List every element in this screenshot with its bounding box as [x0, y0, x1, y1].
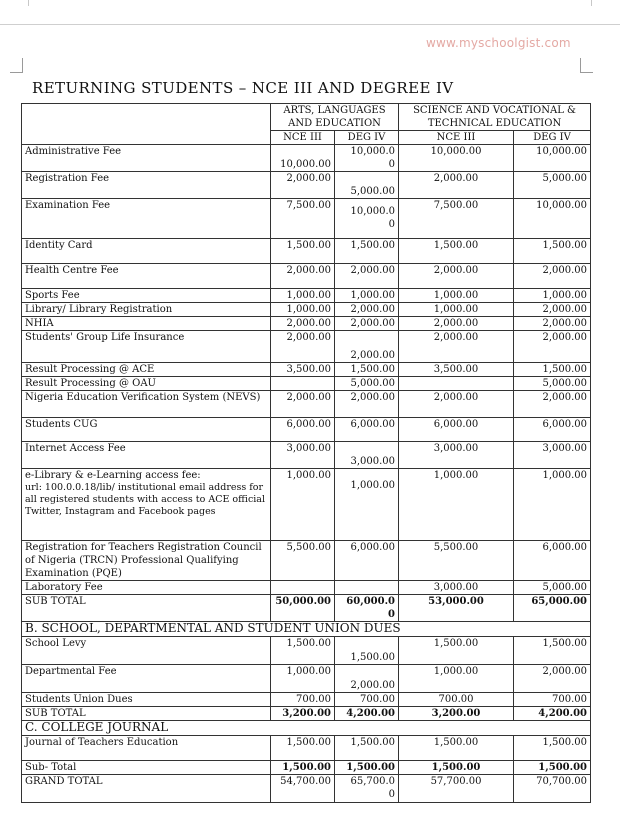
fee-cell	[335, 775, 399, 803]
row-label: Examination Fee	[22, 199, 271, 239]
fee-cell: 1,500.00	[271, 736, 335, 761]
fee-cell: 4,200.00	[514, 707, 591, 721]
fee-cell: 2,000.00	[514, 264, 591, 289]
row-label: Result Processing @ ACE	[22, 363, 271, 377]
fee-cell: 2,000.00	[335, 391, 399, 418]
fee-cell: 1,500.00	[271, 761, 335, 775]
fee-cell: 1,500.00	[514, 736, 591, 761]
crop-mark-right	[580, 58, 593, 73]
fee-cell: 2,000.00	[335, 317, 399, 331]
column-header: NCE III	[399, 131, 514, 145]
page-margin-tick	[28, 0, 29, 6]
fee-value-part: 0	[388, 609, 396, 620]
row-label: Registration Fee	[22, 172, 271, 199]
row-label: Sub- Total	[22, 761, 271, 775]
fee-cell: 1,500.00	[514, 637, 591, 665]
fee-table	[21, 103, 591, 803]
fee-value-part: 0	[388, 789, 396, 800]
row-label: Students CUG	[22, 418, 271, 442]
fee-cell: 5,000.00	[514, 172, 591, 199]
fee-value-part: 60,000.0	[346, 596, 396, 607]
fee-cell: 3,000.00	[335, 442, 399, 469]
row-label: Students' Group Life Insurance	[22, 331, 271, 363]
fee-cell: 1,000.00	[335, 289, 399, 303]
table-row	[22, 595, 591, 622]
fee-cell: 50,000.00	[271, 595, 335, 622]
fee-cell: 6,000.00	[399, 418, 514, 442]
fee-cell	[335, 595, 399, 622]
fee-cell: 6,000.00	[335, 418, 399, 442]
fee-cell: 1,000.00	[271, 665, 335, 693]
row-label: Administrative Fee	[22, 145, 271, 172]
fee-cell: 6,000.00	[335, 541, 399, 581]
fee-value-part: 0	[388, 159, 396, 170]
column-header: NCE III	[271, 131, 335, 145]
group-header-arts: ARTS, LANGUAGES AND EDUCATION	[271, 104, 399, 131]
group-header-row	[22, 104, 591, 131]
fee-cell: 54,700.00	[271, 775, 335, 803]
row-label: Sports Fee	[22, 289, 271, 303]
row-label: Departmental Fee	[22, 665, 271, 693]
fee-cell: 7,500.00	[399, 199, 514, 239]
fee-cell: 1,500.00	[399, 736, 514, 761]
row-label: Registration for Teachers Registration Council of Nigeria (TRCN) Professional Qualifying Examination (PQE)	[22, 541, 271, 581]
table-row	[22, 637, 591, 665]
grand-total-row	[22, 775, 591, 803]
page-margin-tick	[591, 0, 592, 6]
fee-cell: 3,000.00	[399, 581, 514, 595]
fee-cell: 2,000.00	[271, 317, 335, 331]
table-row	[22, 264, 591, 289]
fee-cell	[271, 377, 335, 391]
fee-cell: 1,000.00	[514, 469, 591, 541]
fee-cell: 5,000.00	[335, 172, 399, 199]
fee-cell: 6,000.00	[271, 418, 335, 442]
fee-cell: 1,500.00	[399, 239, 514, 264]
fee-cell: 1,500.00	[514, 761, 591, 775]
row-label: Nigeria Education Verification System (NEVS)	[22, 391, 271, 418]
page-top-rule	[0, 24, 620, 25]
table-row	[22, 665, 591, 693]
fee-cell: 2,000.00	[335, 264, 399, 289]
row-label-cell	[22, 469, 271, 541]
fee-cell: 2,000.00	[335, 303, 399, 317]
fee-cell: 2,000.00	[335, 331, 399, 363]
fee-cell: 2,000.00	[271, 264, 335, 289]
fee-cell: 1,000.00	[399, 469, 514, 541]
fee-cell: 6,000.00	[514, 418, 591, 442]
table-row	[22, 172, 591, 199]
row-label: NHIA	[22, 317, 271, 331]
fee-cell: 1,000.00	[271, 289, 335, 303]
fee-cell	[335, 581, 399, 595]
empty-corner-cell	[22, 104, 271, 145]
fee-cell: 10,000.00	[514, 199, 591, 239]
table-row	[22, 707, 591, 721]
fee-cell	[335, 199, 399, 239]
column-header: DEG IV	[514, 131, 591, 145]
row-note: url: 100.0.0.18/lib/ institutional email address for all registered students with access to ACE official Twitter, Instagram and Facebook pages	[25, 482, 266, 517]
table-row	[22, 469, 591, 541]
fee-cell: 1,500.00	[335, 736, 399, 761]
fee-cell: 700.00	[335, 693, 399, 707]
fee-cell: 3,000.00	[514, 442, 591, 469]
fee-cell: 2,000.00	[271, 172, 335, 199]
table-row	[22, 418, 591, 442]
fee-cell: 3,200.00	[399, 707, 514, 721]
fee-cell: 5,500.00	[271, 541, 335, 581]
fee-cell: 10,000.00	[271, 145, 335, 172]
table-row	[22, 581, 591, 595]
fee-cell: 5,500.00	[399, 541, 514, 581]
fee-cell: 2,000.00	[514, 331, 591, 363]
table-row	[22, 693, 591, 707]
row-label: School Levy	[22, 637, 271, 665]
fee-cell: 1,000.00	[399, 665, 514, 693]
row-label: GRAND TOTAL	[22, 775, 271, 803]
group-header-science: SCIENCE AND VOCATIONAL & TECHNICAL EDUCATION	[399, 104, 591, 131]
section-heading: C. COLLEGE JOURNAL	[22, 721, 591, 736]
fee-cell: 1,500.00	[514, 363, 591, 377]
fee-value-part: 10,000.0	[350, 146, 396, 157]
fee-cell: 1,500.00	[335, 239, 399, 264]
section-heading-row	[22, 721, 591, 736]
fee-cell: 3,500.00	[399, 363, 514, 377]
fee-cell: 1,000.00	[271, 469, 335, 541]
fee-cell: 2,000.00	[399, 264, 514, 289]
fee-cell: 1,500.00	[271, 239, 335, 264]
section-heading: B. SCHOOL, DEPARTMENTAL AND STUDENT UNION DUES	[22, 622, 591, 637]
fee-cell: 700.00	[399, 693, 514, 707]
fee-cell: 4,200.00	[335, 707, 399, 721]
crop-mark-left	[10, 58, 23, 73]
page-title: RETURNING STUDENTS – NCE III AND DEGREE IV	[32, 79, 454, 97]
fee-cell: 1,500.00	[335, 363, 399, 377]
table-row	[22, 736, 591, 761]
fee-cell: 1,500.00	[399, 761, 514, 775]
fee-cell: 1,500.00	[335, 637, 399, 665]
fee-cell: 3,000.00	[271, 442, 335, 469]
fee-cell: 5,000.00	[514, 581, 591, 595]
fee-cell: 1,500.00	[399, 637, 514, 665]
fee-cell: 3,500.00	[271, 363, 335, 377]
table-row	[22, 199, 591, 239]
fee-cell	[335, 145, 399, 172]
row-label: Library/ Library Registration	[22, 303, 271, 317]
fee-cell: 3,200.00	[271, 707, 335, 721]
fee-cell: 53,000.00	[399, 595, 514, 622]
fee-cell: 1,000.00	[514, 289, 591, 303]
table-row	[22, 145, 591, 172]
fee-cell	[399, 377, 514, 391]
fee-cell: 10,000.00	[399, 145, 514, 172]
fee-cell: 1,000.00	[399, 303, 514, 317]
row-label: e-Library & e-Learning access fee:	[25, 470, 201, 481]
fee-cell: 2,000.00	[399, 317, 514, 331]
column-header: DEG IV	[335, 131, 399, 145]
fee-cell: 6,000.00	[514, 541, 591, 581]
fee-cell: 57,700.00	[399, 775, 514, 803]
watermark-text: www.myschoolgist.com	[426, 36, 571, 50]
table-row	[22, 363, 591, 377]
table-row	[22, 442, 591, 469]
fee-cell: 3,000.00	[399, 442, 514, 469]
table-row	[22, 289, 591, 303]
row-label: Laboratory Fee	[22, 581, 271, 595]
fee-cell: 10,000.00	[514, 145, 591, 172]
fee-cell: 1,000.00	[399, 289, 514, 303]
fee-cell: 5,000.00	[514, 377, 591, 391]
fee-cell	[271, 581, 335, 595]
table-row	[22, 239, 591, 264]
row-label: Result Processing @ OAU	[22, 377, 271, 391]
fee-cell: 1,000.00	[271, 303, 335, 317]
fee-cell: 7,500.00	[271, 199, 335, 239]
fee-cell: 1,500.00	[335, 761, 399, 775]
fee-cell: 5,000.00	[335, 377, 399, 391]
section-heading-row	[22, 622, 591, 637]
fee-cell: 2,000.00	[399, 331, 514, 363]
table-row	[22, 303, 591, 317]
fee-value-part: 65,700.0	[350, 776, 396, 787]
fee-cell: 70,700.00	[514, 775, 591, 803]
fee-cell: 1,500.00	[514, 239, 591, 264]
fee-cell: 2,000.00	[271, 331, 335, 363]
fee-cell: 2,000.00	[514, 303, 591, 317]
row-label: Identity Card	[22, 239, 271, 264]
fee-cell: 2,000.00	[514, 391, 591, 418]
table-row	[22, 331, 591, 363]
fee-cell: 2,000.00	[399, 391, 514, 418]
fee-cell: 700.00	[271, 693, 335, 707]
fee-value-part: 0	[388, 219, 396, 230]
fee-value-part: 10,000.0	[350, 206, 396, 217]
fee-cell: 700.00	[514, 693, 591, 707]
fee-cell: 2,000.00	[514, 665, 591, 693]
row-label: Internet Access Fee	[22, 442, 271, 469]
table-row	[22, 317, 591, 331]
row-label: Health Centre Fee	[22, 264, 271, 289]
fee-cell: 65,000.00	[514, 595, 591, 622]
table-row	[22, 541, 591, 581]
fee-cell: 1,500.00	[271, 637, 335, 665]
fee-cell: 2,000.00	[514, 317, 591, 331]
table-row	[22, 377, 591, 391]
row-label: SUB TOTAL	[22, 707, 271, 721]
table-row	[22, 761, 591, 775]
table-row	[22, 391, 591, 418]
fee-cell: 1,000.00	[335, 469, 399, 541]
fee-cell: 2,000.00	[271, 391, 335, 418]
row-label: Journal of Teachers Education	[22, 736, 271, 761]
row-label: Students Union Dues	[22, 693, 271, 707]
row-label: SUB TOTAL	[22, 595, 271, 622]
fee-cell: 2,000.00	[335, 665, 399, 693]
fee-cell: 2,000.00	[399, 172, 514, 199]
